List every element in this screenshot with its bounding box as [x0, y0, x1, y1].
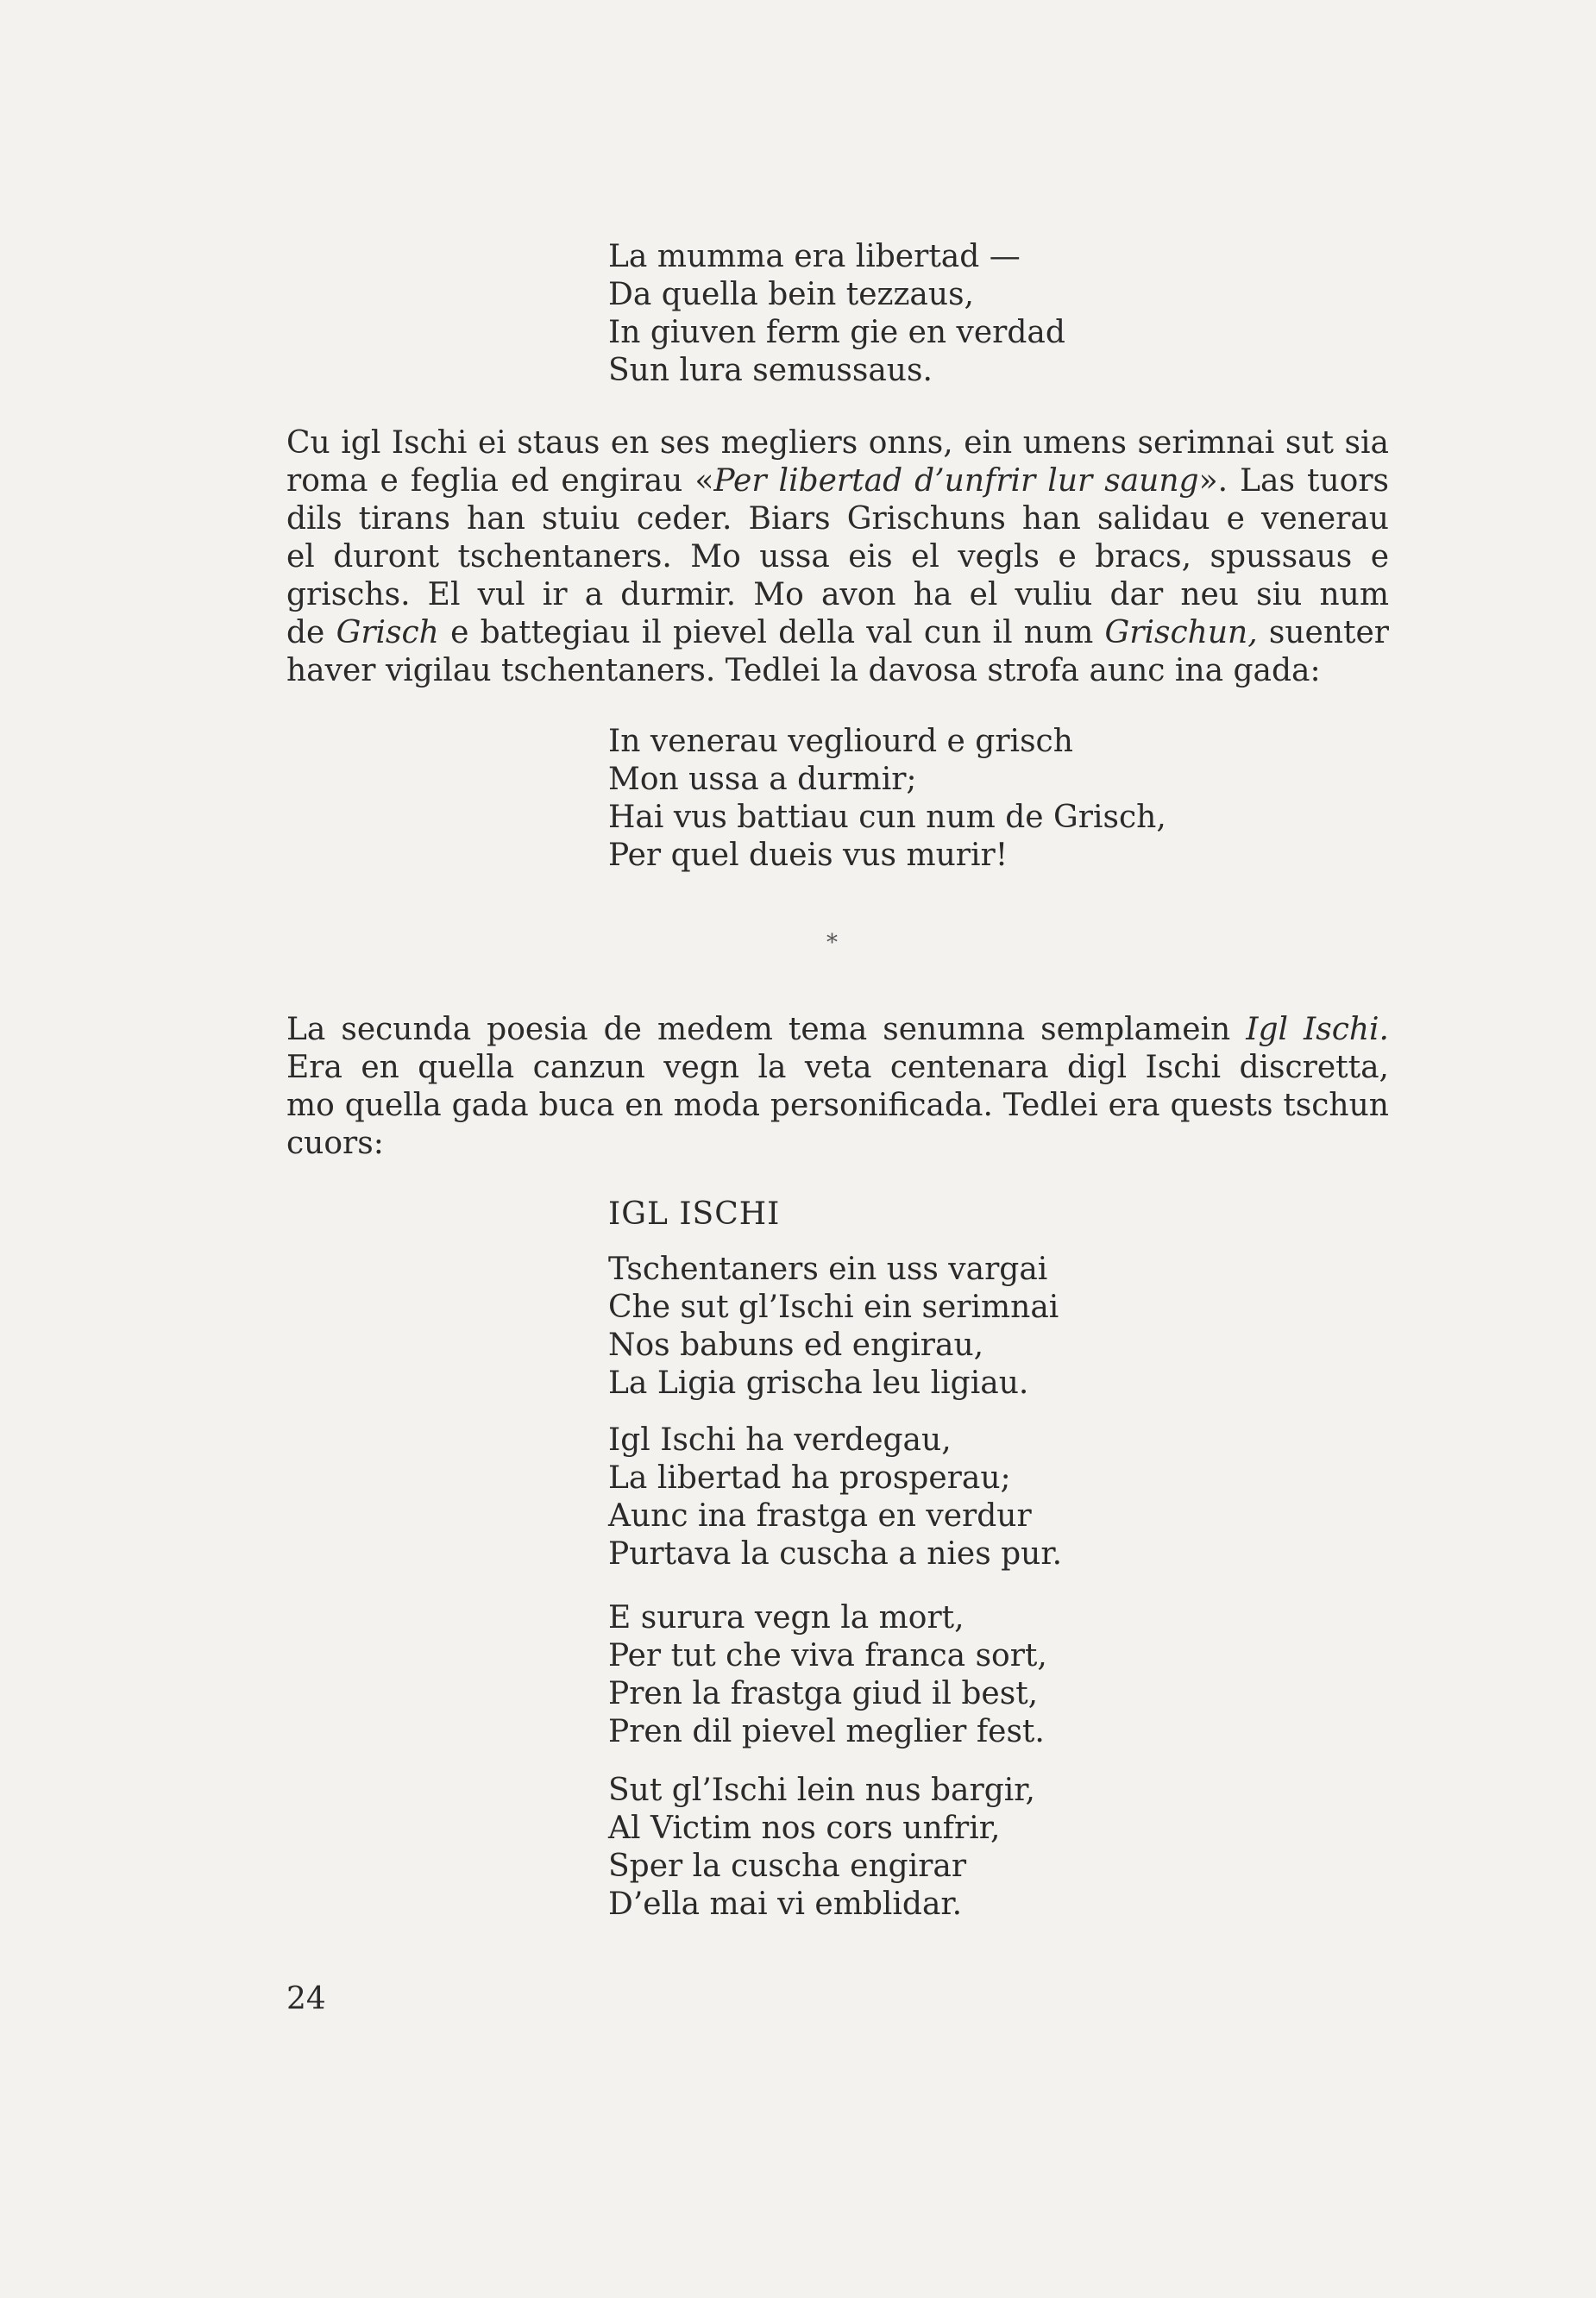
verse-line: Aunc ina frastga en verdur	[608, 1498, 1032, 1534]
verse-line: La mumma era libertad —	[608, 239, 1021, 274]
verse-line: Per quel dueis vus murir!	[608, 838, 1008, 873]
verse-line: D’ella mai vi emblidar.	[608, 1887, 963, 1922]
poem-stanza-2	[608, 1422, 1062, 1573]
verse-line: Igl Ischi ha verdegau,	[608, 1422, 952, 1458]
verse-line: Sper la cuscha engirar	[608, 1849, 967, 1884]
prose-line: haver vigilau tschentaners. Tedlei la davosa strofa aunc ina gada:	[286, 653, 1321, 688]
prose-paragraph-1	[286, 424, 1389, 690]
name-grischun-italic: Grischun,	[1104, 615, 1258, 650]
verse-line: Nos babuns ed engirau,	[608, 1328, 984, 1363]
verse-line: Hai vus battiau cun num de Grisch,	[608, 800, 1166, 835]
verse-line: Pren dil pievel meglier fest.	[608, 1714, 1045, 1749]
prose-line: La secunda poesia de medem tema senumna semplamein Igl Ischi.	[286, 1012, 1390, 1047]
poem-stanza-1	[608, 1251, 1059, 1403]
verse-line: Sut gl’Ischi lein nus bargir,	[608, 1773, 1035, 1808]
prose-line: mo quella gada buca en moda personificada. Tedlei era quests tschun	[286, 1088, 1389, 1123]
verse-line: Che sut gl’Ischi ein serimnai	[608, 1290, 1059, 1325]
prose-line: Era en quella canzun vegn la veta centenara digl Ischi discretta,	[286, 1050, 1389, 1085]
verse-line: Sun lura semussaus.	[608, 353, 933, 388]
verse-line: La Ligia grischa leu ligiau.	[608, 1366, 1029, 1401]
verse-line: Per tut che viva franca sort,	[608, 1638, 1047, 1673]
verse-line: Tschentaners ein uss vargai	[608, 1252, 1048, 1287]
prose-line: cuors:	[286, 1126, 384, 1161]
verse-line: La libertad ha prosperau;	[608, 1460, 1011, 1496]
poem-stanza-4	[608, 1772, 1035, 1924]
name-grisch-italic: Grisch	[336, 615, 439, 650]
prose-line: grischs. El vul ir a durmir. Mo avon ha el vuliu dar neu siu num	[286, 577, 1389, 612]
verse-line: In giuven ferm gie en verdad	[608, 315, 1065, 350]
poem-title-italic: Igl Ischi.	[1246, 1012, 1390, 1047]
verse-stanza-last	[608, 723, 1166, 875]
verse-stanza-intro	[608, 238, 1065, 390]
poem-title: IGL ISCHI	[608, 1196, 781, 1232]
verse-line: E surura vegn la mort,	[608, 1600, 965, 1636]
verse-line: In venerau vegliourd e grisch	[608, 724, 1073, 759]
prose-line: el duront tschentaners. Mo ussa eis el vegls e bracs, spussaus e	[286, 539, 1389, 574]
section-separator: *	[826, 930, 838, 956]
verse-line: Al Victim nos cors unfrir,	[608, 1811, 1001, 1846]
verse-line: Mon ussa a durmir;	[608, 762, 917, 797]
prose-line: dils tirans han stuiu ceder. Biars Grischuns han salidau e venerau	[286, 501, 1389, 537]
prose-line: Cu igl Ischi ei staus en ses megliers onns, ein umens serimnai sut sia	[286, 425, 1389, 461]
prose-line: roma e feglia ed engirau «Per libertad d’unfrir lur saung». Las tuors	[286, 463, 1389, 499]
prose-paragraph-2	[286, 1011, 1389, 1163]
verse-line: Pren la frastga giud il best,	[608, 1676, 1039, 1711]
poem-stanza-3	[608, 1599, 1047, 1751]
verse-line: Da quella bein tezzaus,	[608, 277, 975, 312]
page-number: 24	[286, 1981, 326, 2017]
verse-line: Purtava la cuscha a nies pur.	[608, 1536, 1063, 1572]
quote-italic: Per libertad d’unfrir lur saung	[713, 463, 1199, 499]
prose-line: de Grisch e battegiau il pievel della val cun il num Grischun, suenter	[286, 615, 1389, 650]
